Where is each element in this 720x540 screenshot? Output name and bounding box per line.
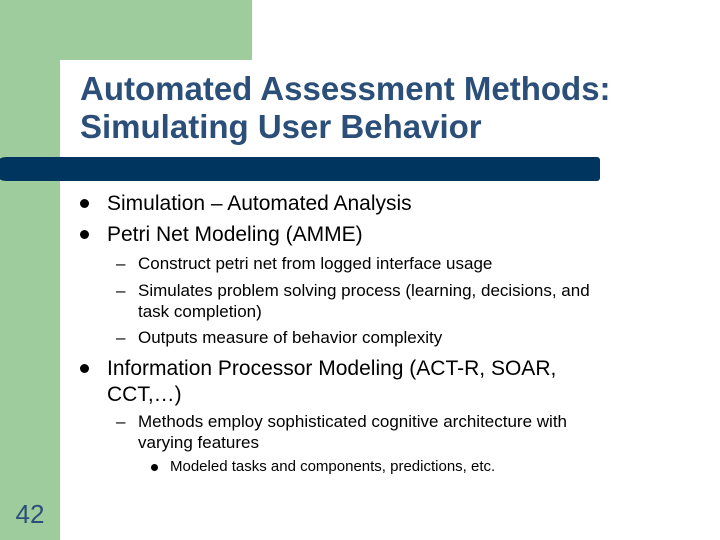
sub-bullet-dash: – <box>116 412 126 431</box>
bullet-info-processor-line-2: CCT,…) <box>107 383 182 406</box>
sub-bullet-simulates-line-1: Simulates problem solving process (learning, decisions, and <box>138 281 590 300</box>
sub-bullet-outputs-measure: Outputs measure of behavior complexity <box>138 328 443 347</box>
sub-bullet-methods-line-1: Methods employ sophisticated cognitive architecture with <box>138 412 567 431</box>
bullet-dot-icon <box>80 364 89 373</box>
bullet-petri-net: Petri Net Modeling (AMME) <box>107 223 363 246</box>
slide-title-line-2: Simulating User Behavior <box>80 108 482 145</box>
title-underline-bar <box>6 157 600 181</box>
sub-bullet-construct-petri-net: Construct petri net from logged interface usage <box>138 254 493 273</box>
bullet-info-processor-line-1: Information Processor Modeling (ACT-R, SOAR, <box>107 357 557 380</box>
title-bar-rounded-end <box>0 157 18 181</box>
slide-title <box>80 70 700 146</box>
sub-bullet-dash: – <box>116 328 126 347</box>
bullet-dot-icon <box>80 230 89 239</box>
bullet-dot-icon <box>151 464 158 471</box>
bullet-dot-icon <box>80 199 89 208</box>
bullet-simulation: Simulation – Automated Analysis <box>107 192 412 215</box>
sub-sub-bullet-modeled-tasks: Modeled tasks and components, predictions, etc. <box>170 458 496 475</box>
slide-title-line-1: Automated Assessment Methods: <box>80 70 611 107</box>
top-accent-band <box>0 0 252 60</box>
left-accent-band <box>0 0 60 540</box>
sub-bullet-dash: – <box>116 281 126 300</box>
sub-bullet-methods-line-2: varying features <box>138 433 259 452</box>
slide-number: 42 <box>15 499 45 529</box>
sub-bullet-simulates-line-2: task completion) <box>138 302 262 321</box>
sub-bullet-dash: – <box>116 254 126 273</box>
